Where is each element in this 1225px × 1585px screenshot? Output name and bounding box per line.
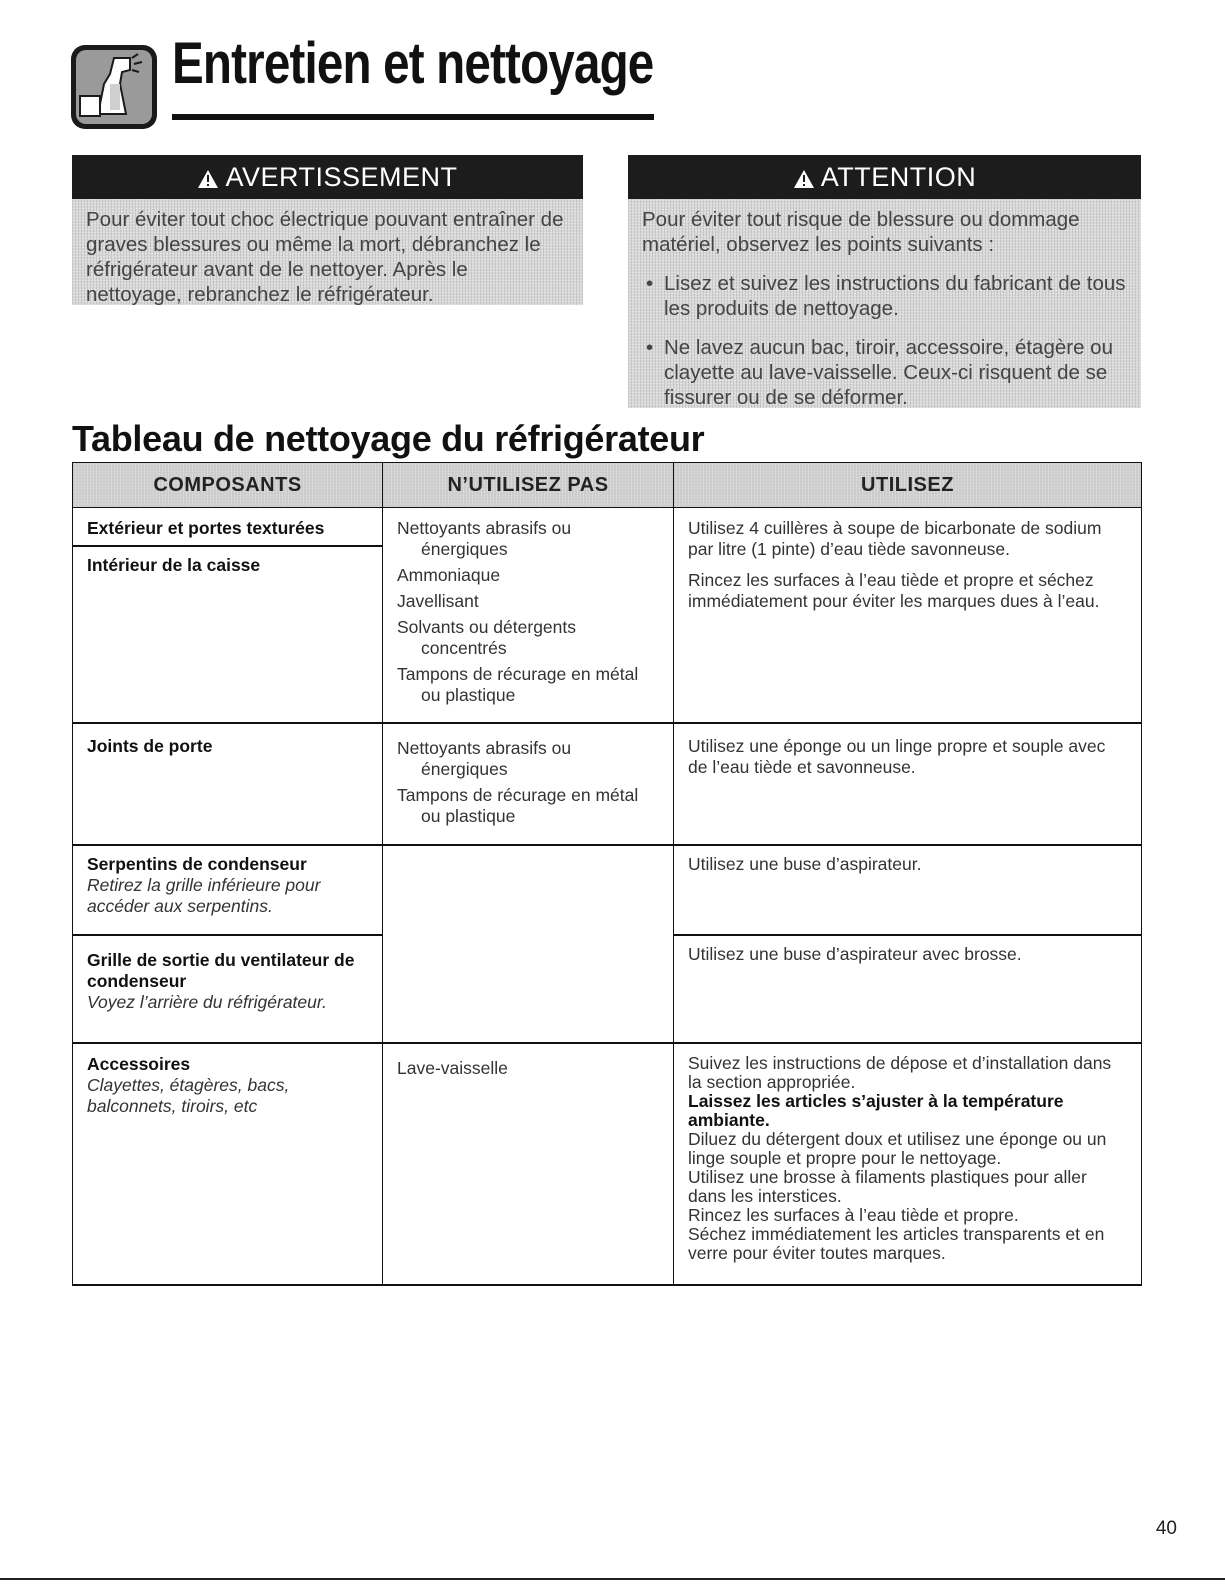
warning-text: Pour éviter tout choc électrique pouvant entraîner de graves blessures ou même la mort, débranchez le réfrigérateur avant de le nettoyer. Après le nettoyage, rebranchez le réfrigérateur. [86,208,564,306]
avoid-item: Javellisant [397,591,479,611]
use-text: Séchez immédiatement les articles transparents et en verre pour éviter toutes marques. [688,1224,1105,1263]
use-text: Utilisez une buse d’aspirateur avec brosse. [688,944,1022,964]
use-text: Laissez les articles s’ajuster à la température ambiante. [688,1091,1064,1130]
bottom-divider [0,1578,1225,1580]
use-text: Diluez du détergent doux et utilisez une éponge ou un linge souple et propre pour le nettoyage. [688,1129,1107,1168]
caution-bullet: • Lisez et suivez les instructions du fabricant de tous les produits de nettoyage. [642,271,1127,321]
avoid-item: Nettoyants abrasifs ou énergiques [397,518,572,559]
components-cell [73,508,383,724]
use-cell [674,723,1142,845]
components-cell [73,935,383,1043]
avoid-item: Lave-vaisselle [397,1058,508,1078]
use-text: Utilisez une buse d’aspirateur. [688,854,922,874]
caution-list [642,271,1127,410]
title-underline [172,114,654,120]
avoid-cell [383,723,674,845]
table-row [73,845,1142,935]
warning-header [72,155,583,199]
table-row [73,508,1142,724]
page-title: Entretien et nettoyage [172,31,654,96]
component-name: Grille de sortie du ventilateur de condenseur [87,950,355,991]
component-name: Extérieur et portes texturées [87,518,325,538]
components-cell [73,845,383,935]
caution-title: ATTENTION [820,162,977,192]
avoid-item: Solvants ou détergents concentrés [397,617,577,658]
component-divider [73,545,382,576]
avoid-item: Tampons de récurage en métal ou plastique [397,664,639,705]
table-row [73,723,1142,845]
warning-title: AVERTISSEMENT [225,162,458,192]
header-do-not-use: N’UTILISEZ PAS [383,463,674,508]
avoid-cell [383,508,674,724]
caution-box [628,155,1141,408]
avoid-cell [383,845,674,1043]
use-text: Utilisez 4 cuillères à soupe de bicarbonate de sodium par litre (1 pinte) d’eau tiède savonneuse. [688,518,1102,559]
warning-box [72,155,583,305]
use-text: Suivez les instructions de dépose et d’installation dans la section appropriée. [688,1053,1112,1092]
use-cell [674,1043,1142,1285]
table-title: Tableau de nettoyage du réfrigérateur [72,418,705,459]
component-note: Retirez la grille inférieure pour accéder aux serpentins. [87,875,321,916]
component-name: Serpentins de condenseur [87,854,307,874]
use-text: Rincez les surfaces à l’eau tiède et propre et séchez immédiatement pour éviter les marques dues à l’eau. [688,570,1100,611]
components-cell [73,1043,383,1285]
use-cell [674,935,1142,1043]
component-note: Voyez l’arrière du réfrigérateur. [87,992,327,1012]
avoid-item: Ammoniaque [397,565,501,585]
avoid-cell [383,1043,674,1285]
avoid-item: Tampons de récurage en métal ou plastique [397,785,639,826]
components-cell [73,723,383,845]
warning-body [72,199,583,315]
cleaning-table [72,462,1142,1286]
spray-bottle-icon [70,44,158,130]
caution-header [628,155,1141,199]
page-number: 40 [1155,1518,1177,1539]
component-name: Intérieur de la caisse [87,555,261,575]
table-header-row [73,463,1142,508]
component-name: Accessoires [87,1054,191,1074]
component-note: Clayettes, étagères, bacs, balconnets, tiroirs, etc [87,1075,290,1116]
caution-bullet: • Ne lavez aucun bac, tiroir, accessoire, étagère ou clayette au lave-vaisselle. Ceux-ci risquent de se fissurer ou de se déformer. [642,335,1127,410]
avoid-item: Nettoyants abrasifs ou énergiques [397,738,572,779]
header-components: COMPOSANTS [73,463,383,508]
caution-intro: Pour éviter tout risque de blessure ou dommage matériel, observez les points suivants : [642,208,1080,256]
use-cell [674,845,1142,935]
component-name: Joints de porte [87,736,213,756]
use-cell [674,508,1142,724]
warning-triangle-icon [793,169,815,189]
use-text: Utilisez une éponge ou un linge propre et souple avec de l’eau tiède et savonneuse. [688,736,1106,777]
table-row [73,1043,1142,1285]
use-text: Utilisez une brosse à filaments plastiques pour aller dans les interstices. [688,1167,1087,1206]
caution-body [628,199,1141,432]
warning-triangle-icon [197,169,219,189]
use-text: Rincez les surfaces à l’eau tiède et propre. [688,1205,1019,1225]
header-use: UTILISEZ [674,463,1142,508]
